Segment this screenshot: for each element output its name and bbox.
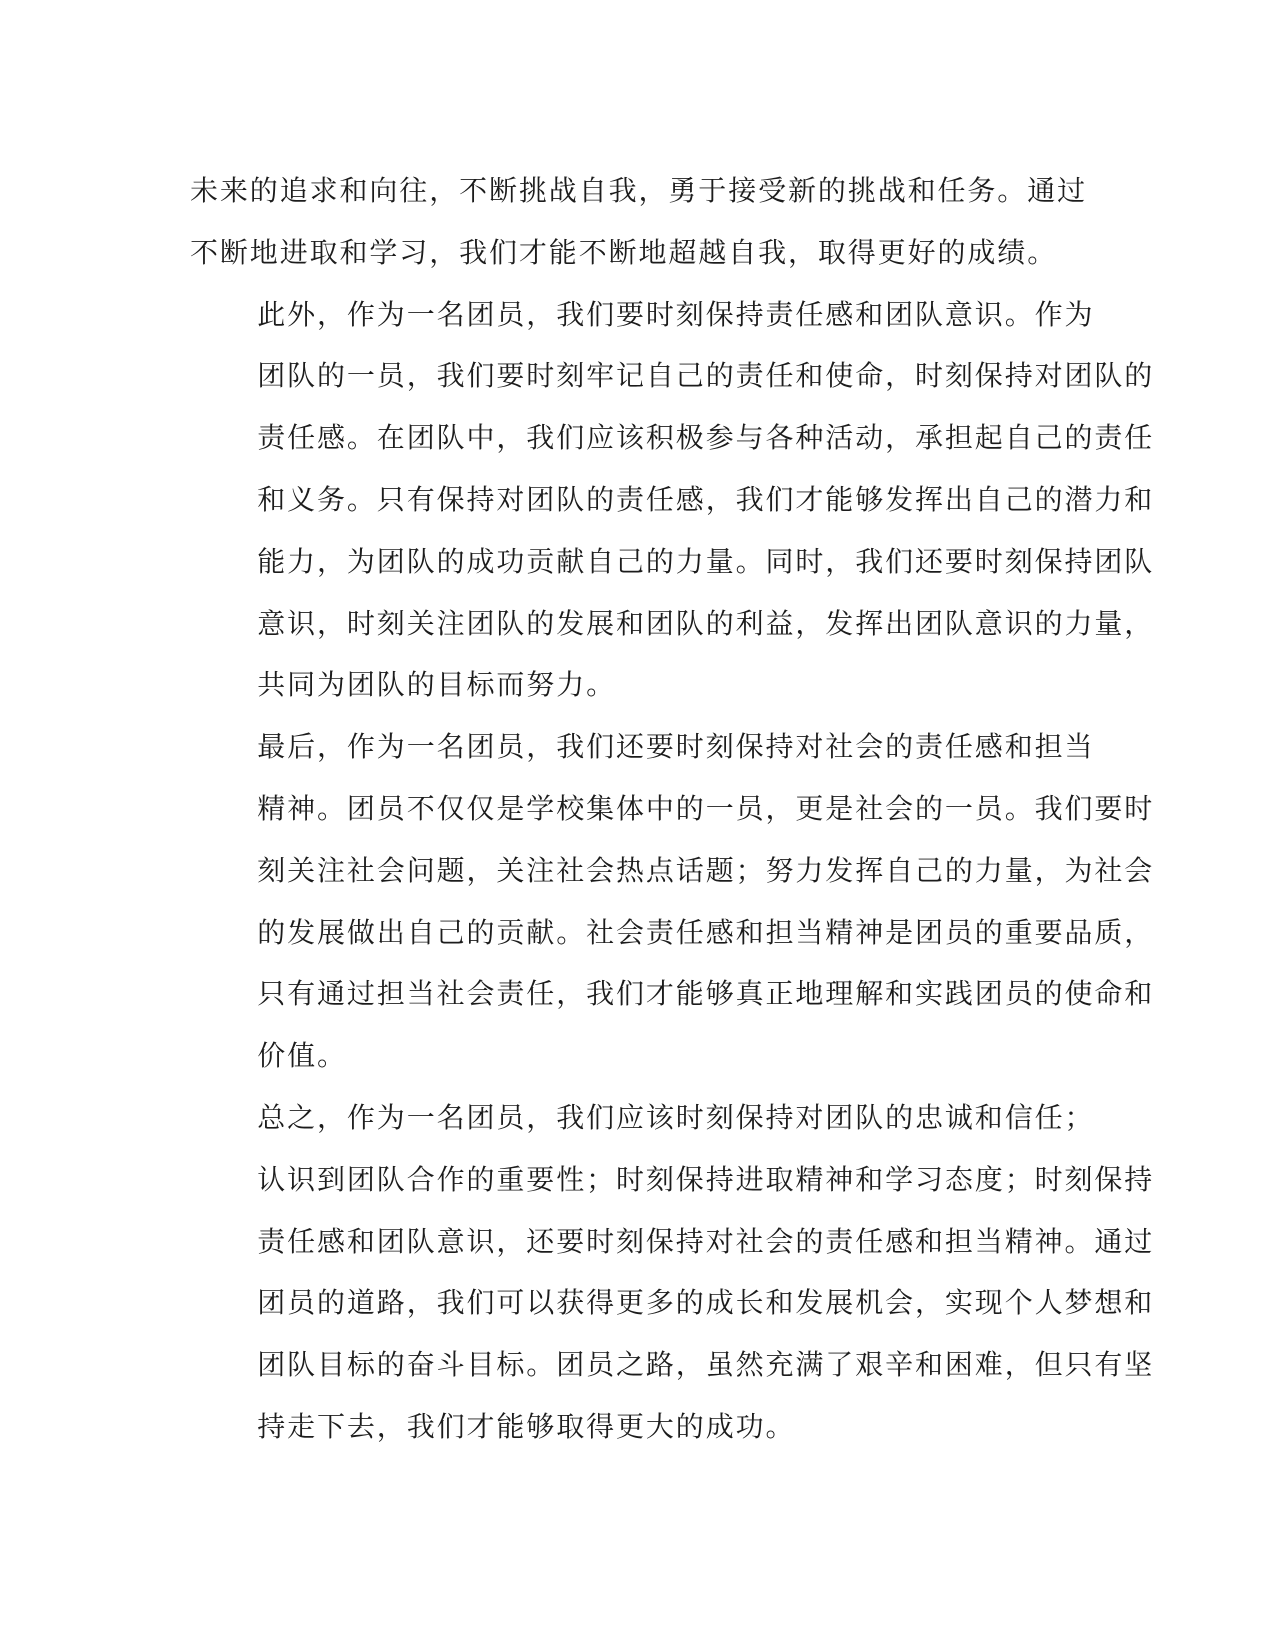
text-line: 团队目标的奋斗目标。团员之路，虽然充满了艰辛和困难，但只有坚 bbox=[257, 1348, 1155, 1382]
text-line: 团队的一员，我们要时刻牢记自己的责任和使命，时刻保持对团队的 bbox=[257, 359, 1155, 393]
text-line: 价值。 bbox=[257, 1039, 347, 1073]
text-line: 能力，为团队的成功贡献自己的力量。同时，我们还要时刻保持团队 bbox=[257, 544, 1155, 578]
text-line: 最后，作为一名团员，我们还要时刻保持对社会的责任感和担当 bbox=[257, 730, 1095, 764]
document-body bbox=[190, 160, 1155, 1458]
paragraph bbox=[190, 160, 1088, 284]
text-line: 刻关注社会问题，关注社会热点话题；努力发挥自己的力量，为社会 bbox=[257, 853, 1155, 887]
text-line: 不断地进取和学习，我们才能不断地超越自我，取得更好的成绩。 bbox=[190, 235, 1058, 269]
text-line: 只有通过担当社会责任，我们才能够真正地理解和实践团员的使命和 bbox=[257, 977, 1155, 1011]
text-line: 意识，时刻关注团队的发展和团队的利益，发挥出团队意识的力量， bbox=[257, 606, 1155, 640]
text-line: 精神。团员不仅仅是学校集体中的一员，更是社会的一员。我们要时 bbox=[257, 791, 1155, 825]
text-line: 团员的道路，我们可以获得更多的成长和发展机会，实现个人梦想和 bbox=[257, 1286, 1155, 1320]
text-line: 持走下去，我们才能够取得更大的成功。 bbox=[257, 1409, 796, 1443]
paragraph bbox=[190, 284, 1155, 717]
text-line: 责任感和团队意识，还要时刻保持对社会的责任感和担当精神。通过 bbox=[257, 1224, 1155, 1258]
text-line: 共同为团队的目标而努力。 bbox=[257, 668, 616, 702]
text-line: 责任感。在团队中，我们应该积极参与各种活动，承担起自己的责任 bbox=[257, 421, 1155, 455]
text-line: 未来的追求和向往，不断挑战自我，勇于接受新的挑战和任务。通过 bbox=[190, 174, 1088, 207]
paragraph bbox=[190, 1087, 1155, 1458]
text-line: 的发展做出自己的贡献。社会责任感和担当精神是团员的重要品质， bbox=[257, 915, 1155, 949]
text-line: 和义务。只有保持对团队的责任感，我们才能够发挥出自己的潜力和 bbox=[257, 482, 1155, 516]
text-line: 此外，作为一名团员，我们要时刻保持责任感和团队意识。作为 bbox=[257, 297, 1095, 331]
text-line: 总之，作为一名团员，我们应该时刻保持对团队的忠诚和信任； bbox=[257, 1100, 1095, 1134]
paragraph bbox=[190, 716, 1155, 1087]
text-line: 认识到团队合作的重要性；时刻保持进取精神和学习态度；时刻保持 bbox=[257, 1162, 1155, 1196]
